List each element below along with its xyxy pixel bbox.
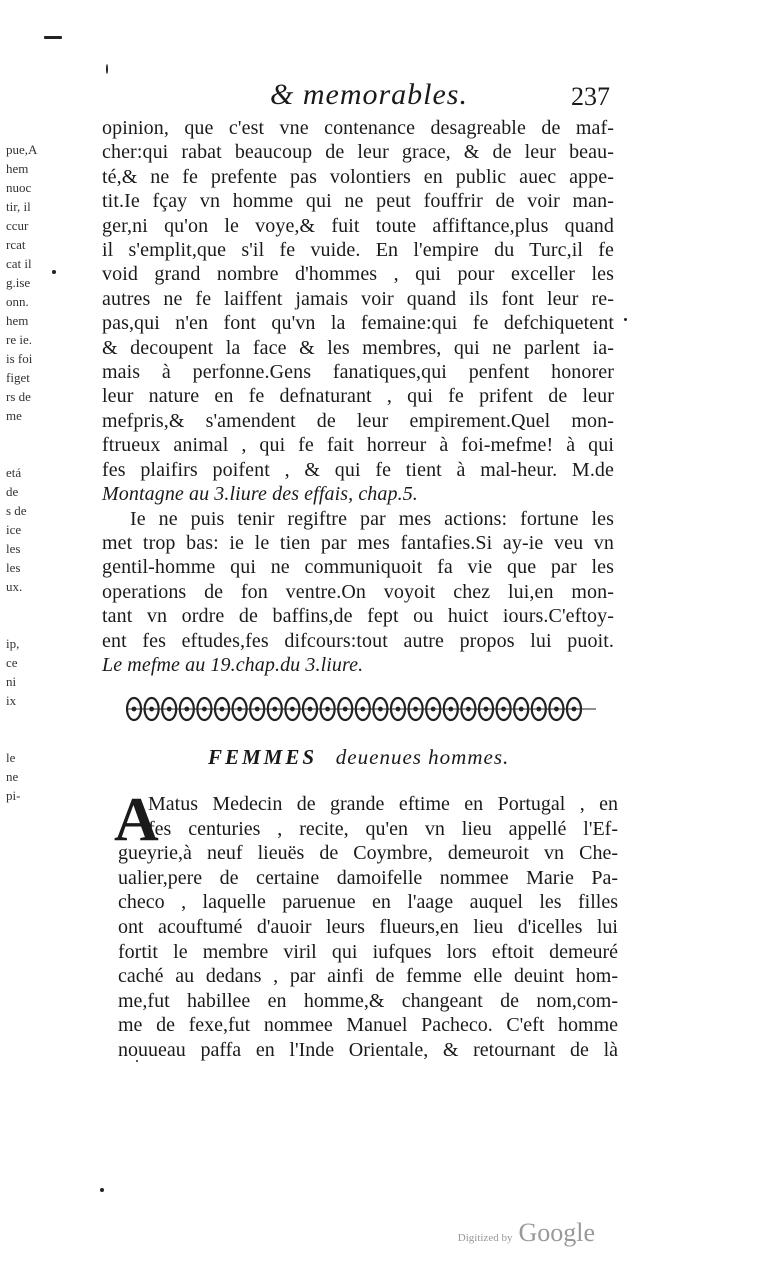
margin-fragment: ux.	[6, 579, 23, 594]
margin-fragment: is foi	[6, 351, 33, 366]
margin-fragment: cat il	[6, 256, 32, 271]
text-line: gentil-homme qui ne communiquoit fa vie que par les	[102, 556, 614, 579]
margin-fragment	[6, 596, 46, 634]
text-line: caché au dedans , par ainfi de femme elle deuint hom-	[118, 965, 618, 988]
text-line: té,& ne fe prefente pas volontiers en public auec appe-	[102, 165, 614, 188]
margin-fragment: nuoc	[6, 180, 32, 195]
text-line: ent fes eftudes,fes difcours:tout autre propos lui puoit.	[102, 629, 614, 652]
text-line: leur nature en fe defnaturant , qui fe prifent de leur	[102, 385, 614, 408]
text-line: tant vn ordre de baffins,de fept ou huict iours.C'eftoy-	[102, 605, 614, 628]
section-title	[208, 745, 509, 770]
text-line: ger,ni qu'on le voye,& fuit toute affiftance,plus quand	[102, 214, 614, 237]
margin-fragment: ccur	[6, 218, 29, 233]
section-title-caps: FEMMES	[208, 745, 318, 769]
margin-fragment: rs de	[6, 389, 31, 404]
margin-fragment: les	[6, 560, 21, 575]
ink-speck	[106, 64, 108, 74]
text-line: nouueau paffa en l'Inde Orientale, & retournant de là	[118, 1038, 618, 1061]
margin-fragment: me	[6, 408, 22, 423]
running-title: & memorables.	[270, 78, 468, 111]
text-line: fortit le membre viril qui iufques lors eftoit demeuré	[118, 940, 618, 963]
text-line: ualier,pere de certaine damoifelle nommee Marie Pa-	[118, 866, 618, 889]
margin-fragment: les	[6, 541, 21, 556]
page-number: 237	[571, 82, 610, 111]
section-body	[114, 786, 618, 1063]
margin-fragment: figet	[6, 370, 30, 385]
margin-fragment: etá	[6, 465, 22, 480]
ink-speck	[44, 36, 62, 39]
margin-fragment: tir, il	[6, 199, 31, 214]
margin-fragment: re ie.	[6, 332, 32, 347]
ink-speck	[52, 270, 56, 274]
watermark-brand: Google	[518, 1218, 595, 1247]
text-line: mefpris,& s'amendent de leur empirement.Quel mon-	[102, 409, 614, 432]
text-line: gueyrie,à neuf lieuës de Coymbre, demeuroit vn Che-	[118, 842, 618, 865]
passage-montaigne-1	[102, 116, 614, 677]
text-line: fes plaifirs poifent , & qui fe tient à mal-heur. M.de	[102, 458, 614, 481]
watermark-prefix: Digitized by	[457, 1232, 513, 1244]
drop-cap: A	[114, 786, 159, 854]
margin-fragment: le	[6, 750, 16, 765]
text-line: ont acouftumé d'auoir leurs flueurs,en lieu d'icelles lui	[118, 915, 618, 938]
margin-fragment: rcat	[6, 237, 26, 252]
text-line: tit.Ie fçay vn homme qui ne peut fouffrir de voir man-	[102, 190, 614, 213]
text-line: opinion, que c'est vne contenance desagreable de maf-	[102, 117, 614, 139]
text-line: Matus Medecin de grande eftime en Portugal , en	[148, 793, 618, 815]
margin-fragment: ix	[6, 693, 17, 708]
ornament-band	[126, 690, 596, 728]
text-line: cher:qui rabat beaucoup de leur grace, & de leur beau-	[102, 141, 614, 164]
text-line: void grand nombre d'hommes , qui pour exceller les	[102, 263, 614, 286]
text-line: met trop bas: ie le tien par mes fantafies.Si ay-ie veu vn	[102, 531, 614, 554]
digitized-watermark	[458, 1218, 595, 1248]
margin-fragment: ip,	[6, 636, 20, 651]
text-line: Ie ne puis tenir regiftre par mes actions: fortune les	[130, 507, 614, 530]
margin-fragment	[6, 425, 46, 463]
page-header	[270, 78, 610, 112]
text-line: me,fut habillee en homme,& changeant de nom,com-	[118, 989, 618, 1012]
text-line: il s'emplit,que s'il fe vuide. En l'empire du Turc,il fe	[102, 239, 614, 262]
margin-fragment: de	[6, 484, 19, 499]
margin-fragment: ce	[6, 655, 18, 670]
citation: Le mefme au 19.chap.du 3.liure.	[102, 653, 364, 676]
text-line: me de fexe,fut nommee Manuel Pacheco. C'eft homme	[118, 1014, 618, 1037]
text-line: checo , laquelle paruenue en l'aage auquel les filles	[118, 891, 618, 914]
facing-page-bleed	[6, 140, 46, 805]
margin-fragment: hem	[6, 313, 29, 328]
text-line: ftrueux animal , qui fe fait horreur à foi-mefme! à qui	[102, 434, 614, 457]
ink-speck	[624, 318, 627, 321]
text-line: mais à perfonne.Gens fanatiques,qui penfent honorer	[102, 361, 614, 384]
margin-fragment: hem	[6, 161, 29, 176]
margin-fragment: s de	[6, 503, 27, 518]
text-line: operations de fon ventre.On voyoit chez lui,en mon-	[102, 580, 614, 603]
text-line: autres ne fe laiffent jamais voir quand ils font leur re-	[102, 287, 614, 310]
margin-fragment: ice	[6, 522, 22, 537]
citation: Montagne au 3.liure des effais, chap.5.	[102, 483, 418, 506]
margin-fragment: pue,A	[6, 142, 38, 157]
margin-fragment: ni	[6, 674, 17, 689]
margin-fragment: onn.	[6, 294, 29, 309]
ink-speck	[100, 1188, 104, 1192]
text-line: pas,qui n'en font qu'vn la femaine:qui fe defchiquetent	[102, 312, 614, 335]
section-title-rest: deuenues hommes.	[335, 745, 510, 769]
margin-fragment: ne	[6, 769, 19, 784]
margin-fragment: g.ise	[6, 275, 31, 290]
text-line: fes centuries , recite, qu'en vn lieu appellé l'Ef-	[148, 817, 618, 840]
margin-fragment	[6, 710, 46, 748]
margin-fragment: pi-	[6, 788, 21, 803]
text-line: & decoupent la face & les membres, qui ne parlent ia-	[102, 336, 614, 359]
